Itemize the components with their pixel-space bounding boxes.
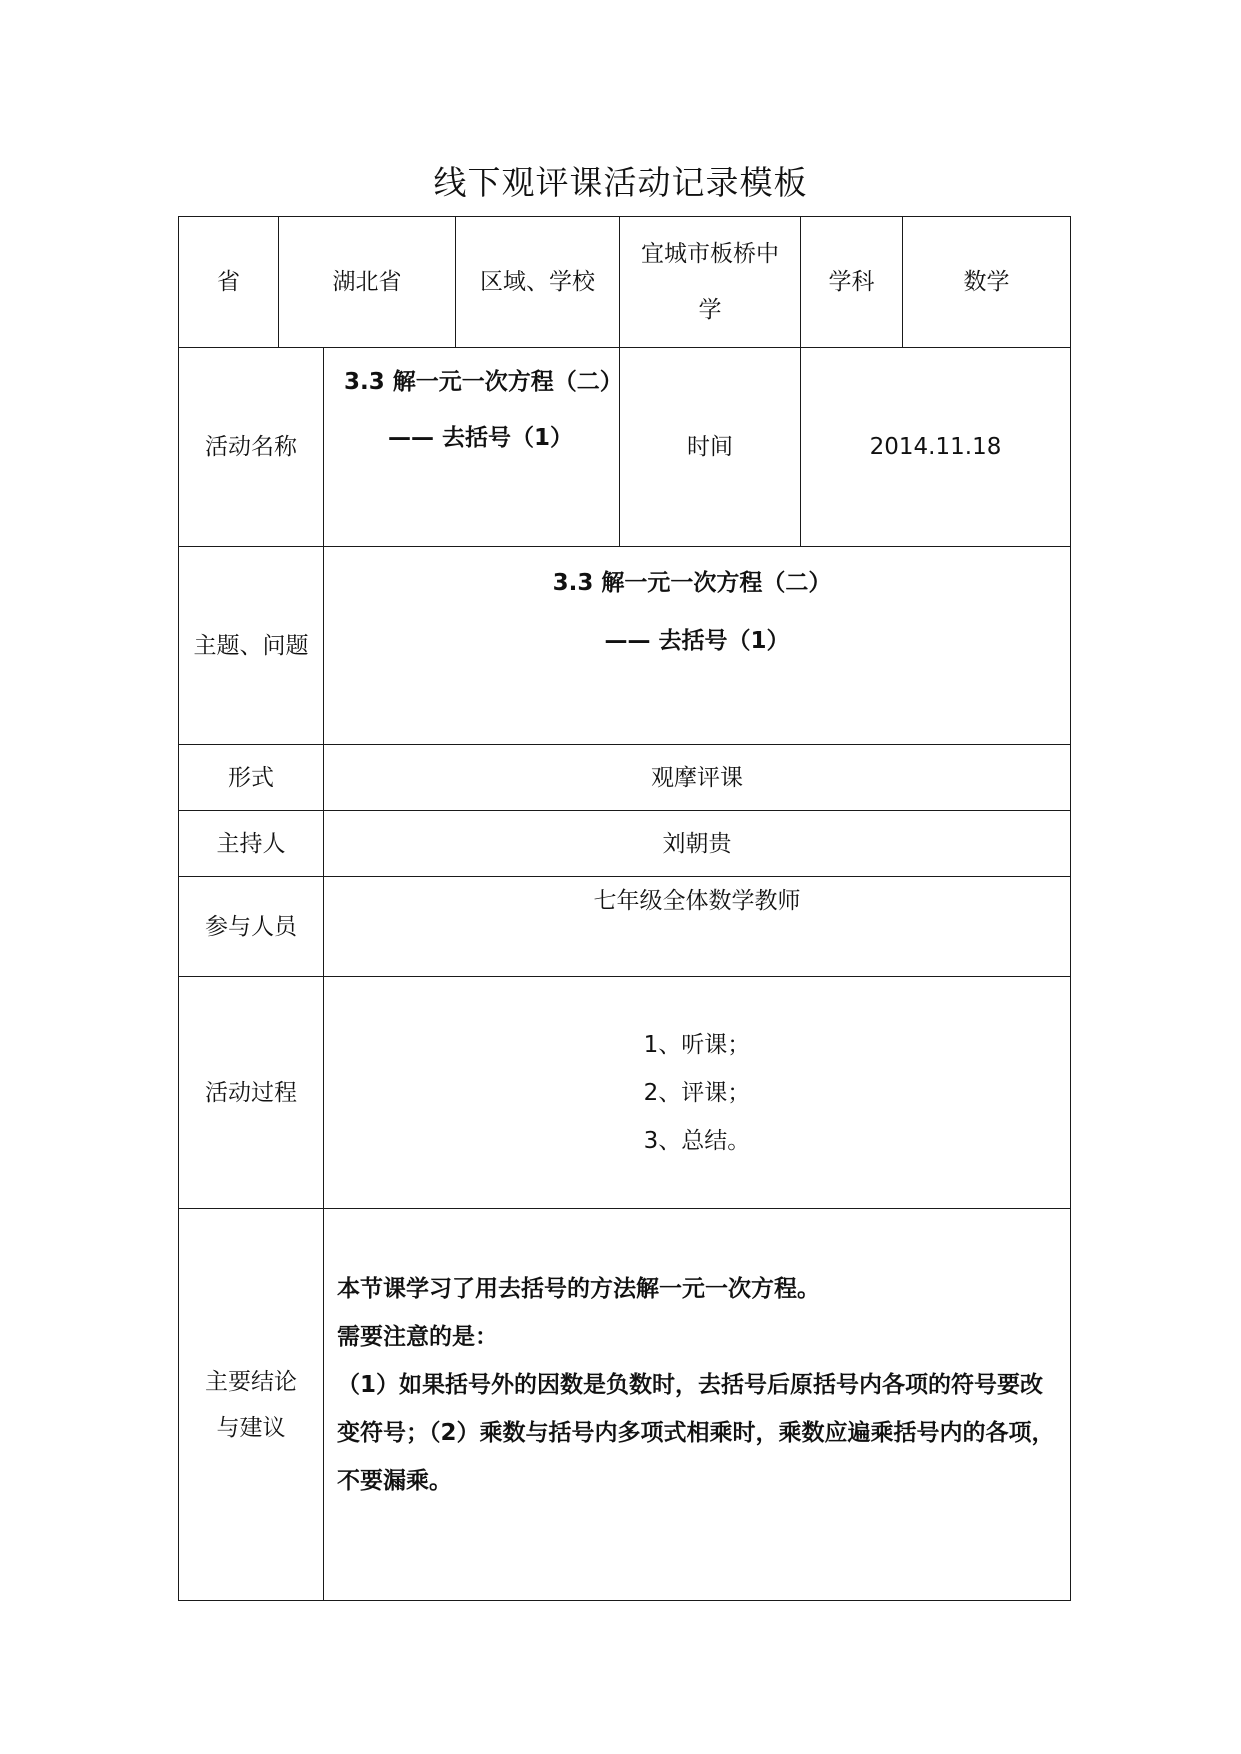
time-value-cell: [800, 347, 1071, 547]
subject-label: 学科: [828, 269, 875, 295]
school-value-cell: [619, 216, 801, 348]
conclusion-label-cell: [178, 1208, 324, 1601]
conclusion-paragraph: 本节课学习了用去括号的方法解一元一次方程。: [337, 1276, 820, 1302]
province-label-cell: [178, 216, 279, 348]
process-step: 2、评课；: [643, 1079, 751, 1106]
host-value-cell: [323, 810, 1071, 877]
school-label-cell: [455, 216, 620, 348]
conclusion-label-line-1: 主要结论: [205, 1368, 297, 1395]
time-label: 时间: [687, 434, 733, 460]
school-label: 区域、学校: [480, 269, 595, 295]
form-label-cell: [178, 744, 324, 811]
host-label-cell: [178, 810, 324, 877]
conclusion-paragraph: （1）如果括号外的因数是负数时，去括号后原括号内各项的符号要改变符号；（2）乘数与括号内多项式相乘时，乘数应遍乘括号内的各项，不要漏乘。: [337, 1372, 1055, 1494]
time-value: 2014.11.18: [869, 434, 1002, 460]
process-step: 3、总结。: [643, 1127, 751, 1154]
participants-label-cell: [178, 876, 324, 977]
conclusion-label-line-2: 与建议: [216, 1414, 286, 1441]
conclusion-value-cell: [323, 1208, 1071, 1601]
topic-value-cell: [323, 546, 1071, 745]
subject-label-cell: [800, 216, 903, 348]
form-label: 形式: [228, 764, 274, 791]
process-value-cell: [323, 976, 1071, 1209]
form-value-cell: [323, 744, 1071, 811]
subject-value: 数学: [963, 269, 1010, 295]
activity-name-label-cell: [178, 347, 324, 547]
participants-value: 七年级全体数学教师: [593, 888, 801, 914]
process-step: 1、听课；: [643, 1031, 751, 1058]
conclusion-paragraph: 需要注意的是：: [337, 1324, 498, 1350]
activity-name-line-1: 3.3 解一元一次方程（二）: [344, 369, 623, 395]
process-label: 活动过程: [205, 1079, 297, 1106]
page-title: 线下观评课活动记录模板: [433, 163, 808, 202]
process-label-cell: [178, 976, 324, 1209]
participants-value-cell: [323, 876, 1071, 977]
host-label: 主持人: [216, 830, 286, 857]
school-value-line-2: 学: [698, 297, 722, 323]
topic-label-cell: [178, 546, 324, 745]
activity-name-label: 活动名称: [205, 434, 297, 460]
subject-value-cell: [902, 216, 1071, 348]
province-label: 省: [217, 269, 240, 295]
activity-name-value-cell: [323, 347, 623, 547]
time-label-cell: [619, 347, 801, 547]
activity-name-line-2: —— 去括号（1）: [388, 425, 574, 451]
province-value: 湖北省: [332, 269, 402, 295]
topic-line-1: 3.3 解一元一次方程（二）: [552, 570, 832, 596]
form-value: 观摩评课: [651, 764, 743, 791]
province-value-cell: [278, 216, 456, 348]
school-value-line-1: 宜城市板桥中: [641, 241, 779, 267]
host-value: 刘朝贵: [662, 830, 732, 857]
topic-line-2: —— 去括号（1）: [604, 628, 790, 654]
participants-label: 参与人员: [205, 913, 297, 940]
topic-label: 主题、问题: [193, 632, 309, 659]
